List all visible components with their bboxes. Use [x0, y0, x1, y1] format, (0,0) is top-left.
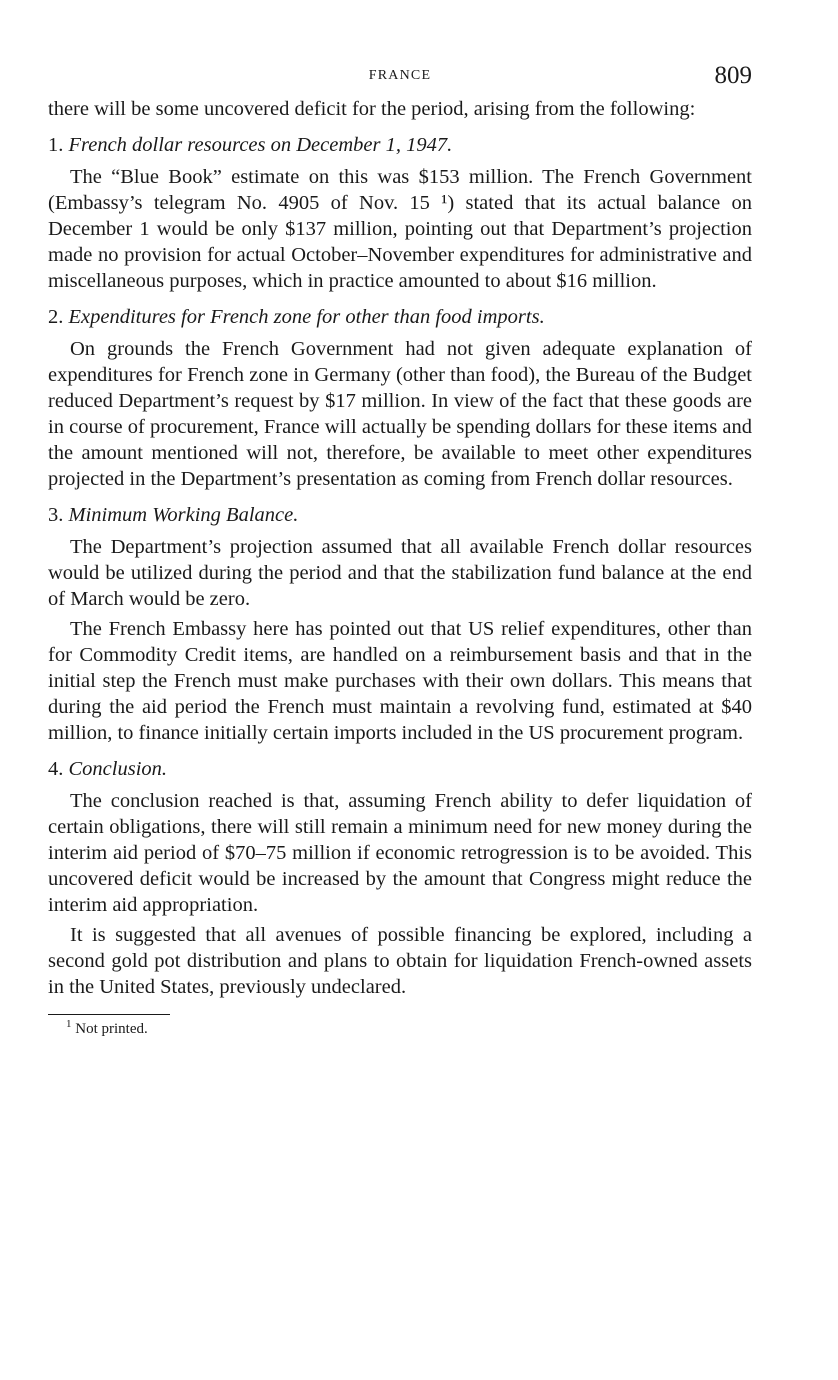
body-paragraph: The “Blue Book” estimate on this was $153 million. The French Government (Embassy’s telegram No. 4905 of Nov. 15 ¹) stated that its actual balance on December 1 would be only $137 million, pointing out that Department’s projection made no provision for actual October–November expenditures for administrative and miscellaneous purposes, which in practice amounted to about $16 million. — [48, 166, 752, 292]
section-3 — [48, 502, 752, 746]
section-number: 1. — [48, 134, 64, 156]
document-page — [48, 60, 752, 1039]
body-paragraph: The Department’s projection assumed that all available French dollar resources would be utilized during the period and that the stabilization fund balance at the end of March would be zero. — [48, 536, 752, 610]
section-4 — [48, 756, 752, 1000]
section-title: French dollar resources on December 1, 1947. — [68, 134, 453, 156]
intro-paragraph: there will be some uncovered deficit for the period, arising from the following: — [48, 98, 696, 120]
section-title: Conclusion. — [68, 758, 168, 780]
footnote-text: Not printed. — [75, 1021, 148, 1037]
section-heading — [48, 756, 752, 782]
body-paragraph: On grounds the French Government had not given adequate explanation of expenditures for French zone in Germany (other than food), the Bureau of the Budget reduced Department’s request by $17 million. In view of the fact that these goods are in course of procurement, France will actually be spending dollars for these items and the amount mentioned will not, therefore, be available to meet other expenditures projected in the Department’s presentation as coming from French dollar resources. — [48, 338, 752, 490]
section-number: 3. — [48, 504, 64, 526]
section-heading — [48, 132, 752, 158]
section-title: Minimum Working Balance. — [68, 504, 299, 526]
footnote-rule — [48, 1014, 170, 1015]
body-paragraph: The conclusion reached is that, assuming French ability to defer liquidation of certain obligations, there will still remain a minimum need for new money during the interim aid period of $70–75 million if economic retrogression is to be avoided. This uncovered deficit would be increased by the amount that Congress might reduce the interim aid appropriation. — [48, 790, 752, 916]
page-number: 809 — [714, 62, 752, 89]
footnote — [48, 1019, 752, 1039]
body-paragraph: The French Embassy here has pointed out that US relief expenditures, other than for Commodity Credit items, are handled on a reimbursement basis and that in the initial step the French must make purchases with their own dollars. This means that during the aid period the French must maintain a revolving fund, estimated at $40 million, to finance initially certain imports included in the US procurement program. — [48, 618, 752, 744]
running-head — [48, 60, 752, 96]
section-number: 2. — [48, 306, 64, 328]
section-1 — [48, 132, 752, 294]
section-heading — [48, 502, 752, 528]
footnote-marker: 1 — [66, 1018, 72, 1030]
section-heading — [48, 304, 752, 330]
running-title: FRANCE — [368, 68, 432, 83]
body-paragraph: It is suggested that all avenues of possible financing be explored, including a second gold pot distribution and plans to obtain for liquidation French-owned assets in the United States, previously undeclared. — [48, 924, 752, 998]
section-number: 4. — [48, 758, 64, 780]
section-2 — [48, 304, 752, 492]
section-title: Expenditures for French zone for other than food imports. — [68, 306, 545, 328]
